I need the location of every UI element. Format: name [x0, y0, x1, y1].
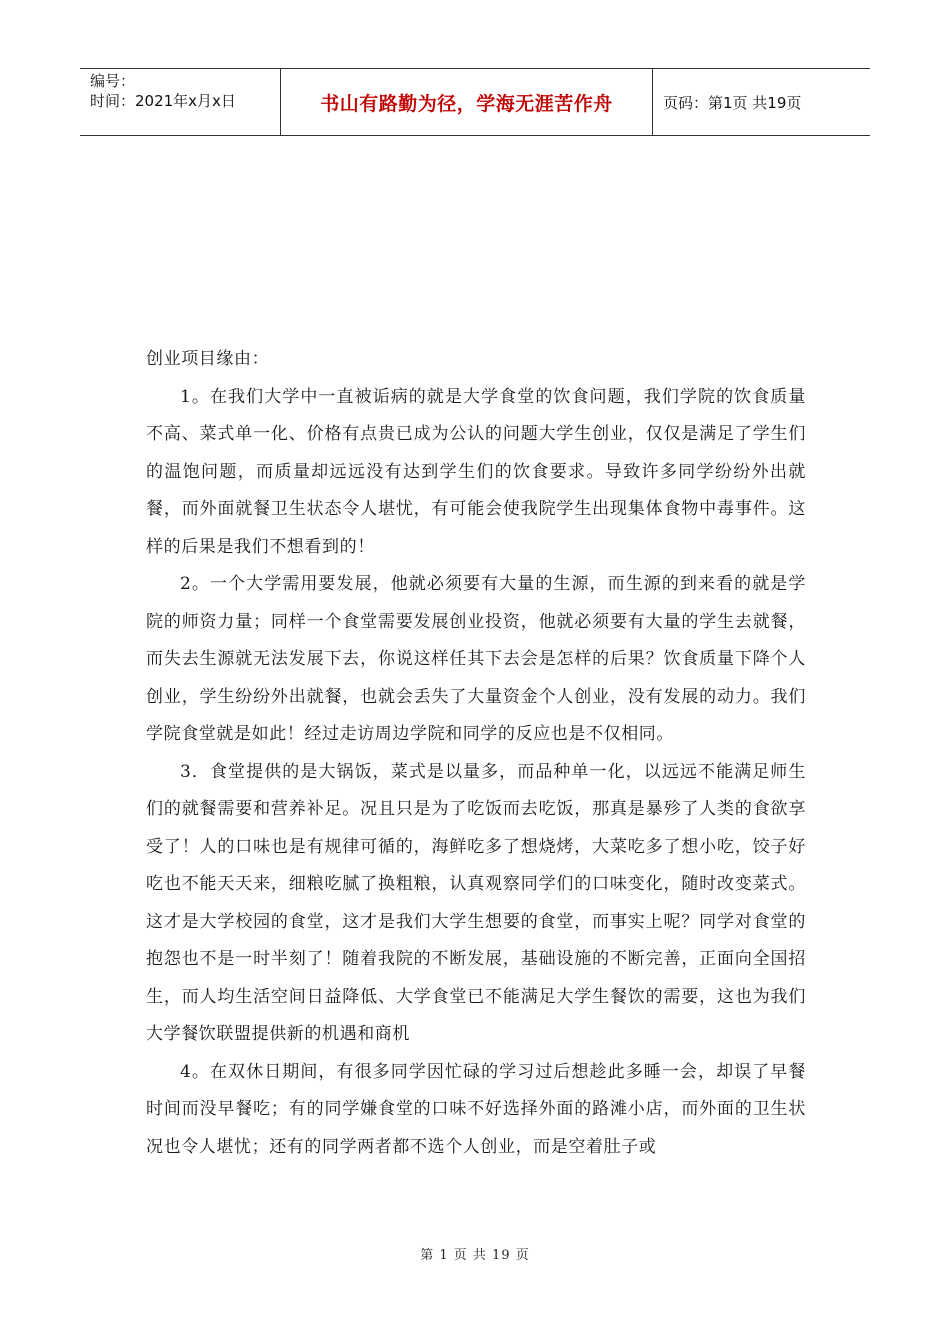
paragraph-1: 1。在我们大学中一直被诟病的就是大学食堂的饮食问题，我们学院的饮食质量不高、菜式单一化、价格有点贵已成为公认的问题大学生创业，仅仅是满足了学生们的温饱问题，而质量却远远没有达到学生们的饮食要求。导致许多同学纷纷外出就餐，而外面就餐卫生状态令人堪忧，有可能会使我院学生出现集体食物中毒事件。这样的后果是我们不想看到的！ — [146, 386, 806, 557]
paragraph-4: 4。在双休日期间，有很多同学因忙碌的学习过后想趁此多睡一会，却误了早餐时间而没早餐吃；有的同学嫌食堂的口味不好选择外面的路滩小店，而外面的卫生状况也令人堪忧；还有的同学两者都不选个人创业，而是空着肚子或 — [146, 1061, 806, 1157]
paragraph-3: 3．食堂提供的是大锅饭，菜式是以量多，而品种单一化，以远远不能满足师生们的就餐需要和营养补足。况且只是为了吃饭而去吃饭，那真是暴殄了人类的食欲享受了！人的口味也是有规律可循的，海鲜吃多了想烧烤，大菜吃多了想小吃，饺子好吃也不能天天来，细粮吃腻了换粗粮，认真观察同学们的口味变化，随时改变菜式。这才是大学校园的食堂，这才是我们大学生想要的食堂，而事实上呢？同学对食堂的抱怨也不是一时半刻了！随着我院的不断发展，基础设施的不断完善，正面向全国招生，而人均生活空间日益降低、大学食堂已不能满足大学生餐饮的需要，这也为我们大学餐饮联盟提供新的机遇和商机 — [146, 761, 806, 1044]
time-label: 时间：2021年x月x日 — [90, 92, 236, 110]
paragraph-2: 2。一个大学需用要发展，他就必须要有大量的生源，而生源的到来看的就是学院的师资力量；同样一个食堂需要发展创业投资，他就必须要有大量的学生去就餐，而失去生源就无法发展下去，你说这样任其下去会是怎样的后果？饮食质量下降个人创业，学生纷纷外出就餐，也就会丢失了大量资金个人创业，没有发展的动力。我们学院食堂就是如此！经过走访周边学院和同学的反应也是不仅相同。 — [146, 574, 806, 744]
header-motto: 书山有路勤为径，学海无涯苦作舟 — [281, 69, 653, 135]
page-footer: 第 1 页 共 19 页 — [420, 1248, 530, 1263]
header-meta — [80, 69, 281, 135]
document-header — [80, 68, 870, 136]
document-body — [146, 341, 806, 1166]
number-label: 编号： — [90, 72, 136, 90]
header-page-info: 页码：第1页 共19页 — [663, 93, 802, 112]
section-title: 创业项目缘由： — [146, 349, 270, 369]
